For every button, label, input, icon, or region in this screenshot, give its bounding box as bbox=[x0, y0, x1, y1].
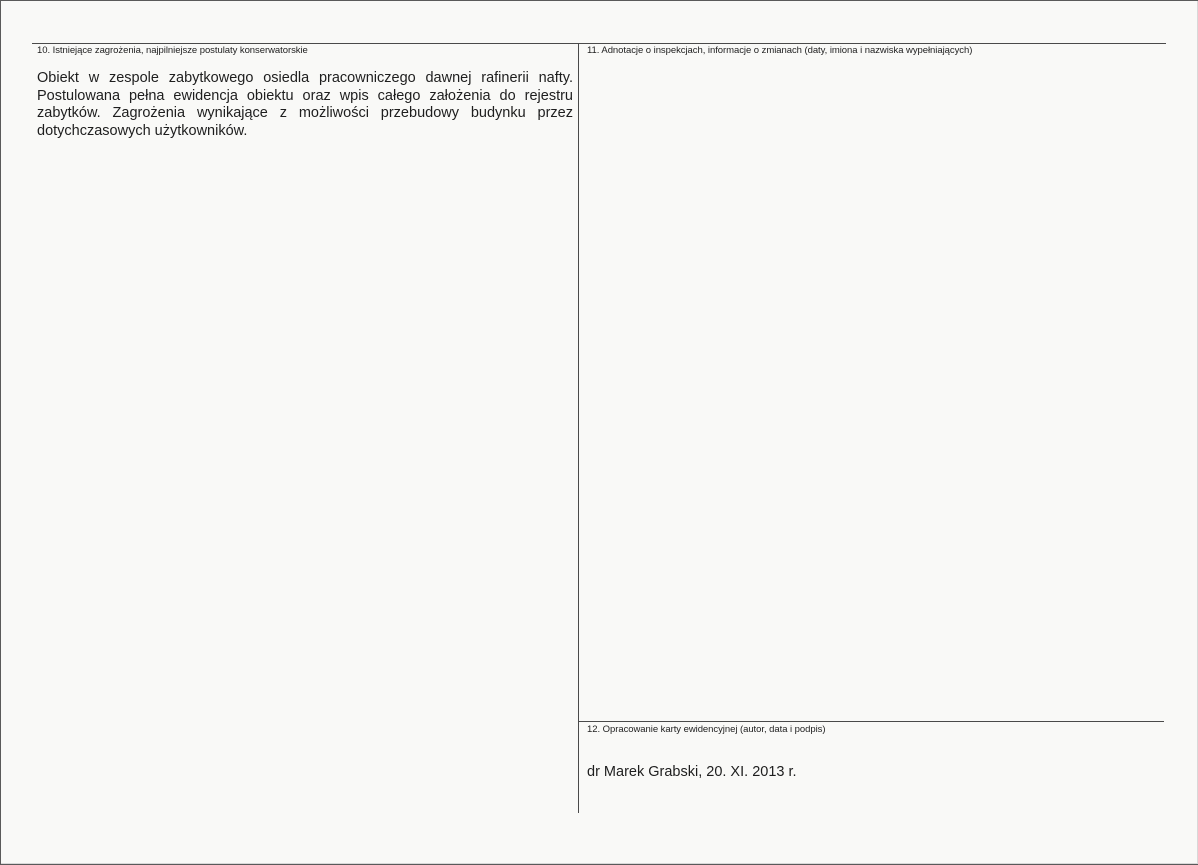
top-rule bbox=[32, 43, 1166, 44]
section-10-label: 10. Istniejące zagrożenia, najpilniejsze postulaty konserwatorskie bbox=[37, 45, 308, 56]
section-12-rule bbox=[578, 721, 1164, 722]
section-10-text: Obiekt w zespole zabytkowego osiedla pracowniczego dawnej rafinerii nafty. Postulowana pełna ewidencja obiektu oraz wpis całego założenia do rejestru zabytków. Zagrożenia wynikające z możliwości przebudowy budynku przez dotychczasowych użytkowników. bbox=[37, 70, 573, 139]
record-card-sheet bbox=[1, 1, 1198, 864]
section-12-author-date: dr Marek Grabski, 20. XI. 2013 r. bbox=[587, 764, 797, 780]
section-11-label: 11. Adnotacje o inspekcjach, informacje o zmianach (daty, imiona i nazwiska wypełniających) bbox=[587, 45, 973, 56]
section-12-label: 12. Opracowanie karty ewidencyjnej (autor, data i podpis) bbox=[587, 724, 826, 735]
column-divider bbox=[578, 43, 579, 813]
